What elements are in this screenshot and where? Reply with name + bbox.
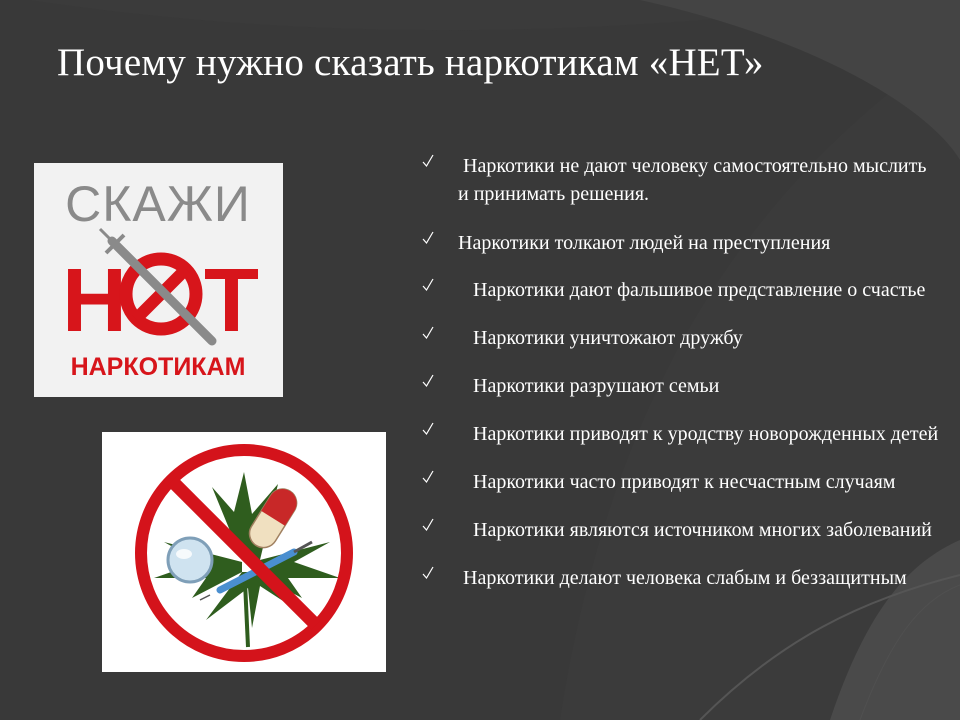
list-item bbox=[422, 420, 942, 448]
checkmark-icon bbox=[422, 231, 434, 245]
checkmark-icon bbox=[422, 374, 434, 388]
svg-text:Н: Н bbox=[62, 251, 127, 351]
svg-text:Т: Т bbox=[204, 251, 259, 351]
list-item-text: Наркотики приводят к уродству новорожденных детей bbox=[458, 423, 939, 445]
list-item-text: Наркотики являются источником многих заболеваний bbox=[458, 519, 932, 541]
checkmark-icon bbox=[422, 566, 434, 580]
tablet-icon bbox=[168, 538, 212, 582]
checkmark-icon bbox=[422, 154, 434, 168]
list-item bbox=[422, 516, 942, 544]
checkmark-icon bbox=[422, 326, 434, 340]
list-item-text: Наркотики часто приводят к несчастным случаям bbox=[458, 471, 896, 493]
list-item bbox=[422, 468, 942, 496]
checkmark-icon bbox=[422, 422, 434, 436]
checkmark-icon bbox=[422, 278, 434, 292]
list-item bbox=[422, 276, 942, 304]
list-item-text: Наркотики не дают человеку самостоятельно мыслить и принимать решения. bbox=[458, 155, 932, 205]
list-item bbox=[422, 324, 942, 352]
list-item-text: Наркотики уничтожают дружбу bbox=[458, 327, 743, 349]
slide-title: Почему нужно сказать наркотикам «НЕТ» bbox=[57, 41, 764, 84]
poster-bottom-text: НАРКОТИКАМ bbox=[70, 353, 246, 381]
list-item bbox=[422, 229, 942, 257]
poster-top-text: СКАЖИ bbox=[65, 176, 251, 232]
list-item bbox=[422, 372, 942, 400]
list-item-text: Наркотики толкают людей на преступления bbox=[458, 232, 831, 254]
no-drugs-sign-poster bbox=[102, 432, 386, 672]
reasons-list bbox=[422, 152, 942, 592]
checkmark-icon bbox=[422, 470, 434, 484]
say-no-to-drugs-poster bbox=[34, 163, 283, 397]
list-item-text: Наркотики делают человека слабым и беззащитным bbox=[458, 567, 907, 589]
list-item-text: Наркотики разрушают семьи bbox=[458, 375, 720, 397]
list-item bbox=[422, 152, 942, 208]
checkmark-icon bbox=[422, 518, 434, 532]
list-item-text: Наркотики дают фальшивое представление о счастье bbox=[458, 279, 926, 301]
list-item bbox=[422, 564, 942, 592]
